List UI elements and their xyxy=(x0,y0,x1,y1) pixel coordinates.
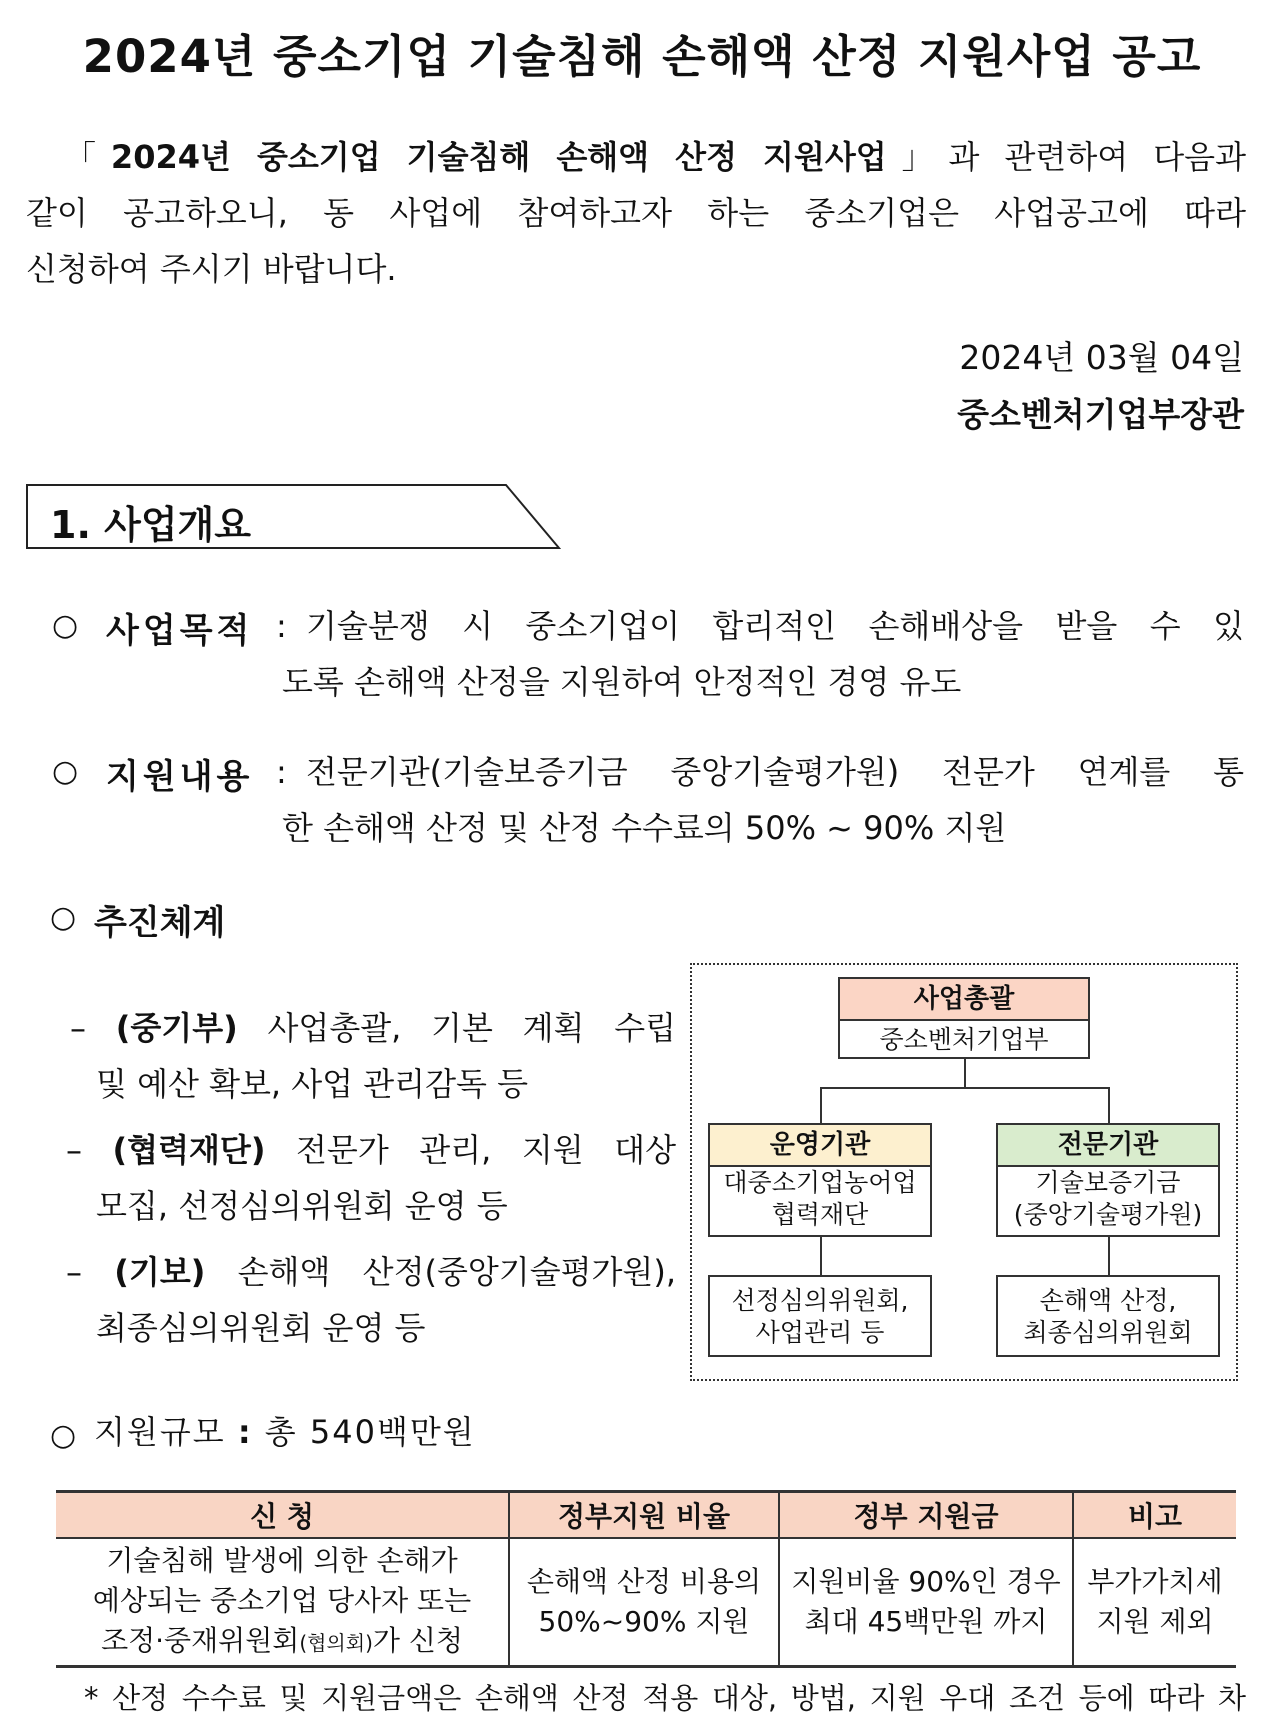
program-name: 2024년 중소기업 기술침해 손해액 산정 지원사업 xyxy=(110,138,887,176)
col-header-note: 비고 xyxy=(1073,1492,1236,1539)
org-connector xyxy=(1108,1235,1110,1277)
org-right-task-1: 손해액 산정, xyxy=(1039,1286,1177,1315)
purpose-line-1: 기술분쟁 시 중소기업이 합리적인 손해배상을 받을 수 있 xyxy=(306,607,1244,645)
bullet-icon: ○ xyxy=(52,608,79,643)
col-header-amount: 정부 지원금 xyxy=(779,1492,1073,1539)
issuer: 중소벤처기업부장관 xyxy=(957,395,1244,434)
org-left-head: 운영기관 xyxy=(710,1125,930,1167)
content-colon: : xyxy=(276,753,287,791)
system-label: 추진체계 xyxy=(94,903,226,943)
bullet-icon: ○ xyxy=(50,1418,77,1453)
intro-line-1: 「2024년 중소기업 기술침해 손해액 산정 지원사업」과 관련하여 다음과 xyxy=(64,138,1246,176)
content-line-2: 한 손해액 산정 및 산정 수수료의 50% ~ 90% 지원 xyxy=(282,809,1007,847)
org-top-body: 중소벤처기업부 xyxy=(879,1025,1049,1054)
cell-apply: 기술침해 발생에 의한 손해가 예상되는 중소기업 당사자 또는 조정·중재위원회(협의회)가 신청 xyxy=(56,1538,509,1667)
org-left-body-2: 협력재단 xyxy=(771,1200,869,1229)
content-line-1: 전문기관(기술보증기금 중앙기술평가원) 전문가 연계를 통 xyxy=(306,753,1244,791)
org-right-task-2: 최종심의위원회 xyxy=(1023,1318,1193,1347)
purpose-colon: : xyxy=(276,607,287,645)
org-right-body-1: 기술보증기금 xyxy=(1035,1168,1181,1197)
purpose-line-2: 도록 손해액 산정을 지원하여 안정적인 경영 유도 xyxy=(282,663,962,701)
section-title: 1. 사업개요 xyxy=(50,503,251,547)
announce-date: 2024년 03월 04일 xyxy=(959,338,1244,377)
scale-label: 지원규모 xyxy=(94,1413,226,1451)
table-header-row xyxy=(56,1492,1236,1539)
scale-line: 지원규모 : 총 540백만원 xyxy=(94,1413,476,1451)
funding-table xyxy=(56,1490,1236,1668)
org-left-task-1: 선정심의위원회, xyxy=(731,1286,909,1315)
org-connector xyxy=(1108,1087,1110,1125)
org-top-head: 사업총괄 xyxy=(840,979,1088,1021)
org-box-right xyxy=(996,1123,1220,1237)
system-item-1: – (중기부) 사업총괄, 기본 계획 수립 및 예산 확보, 사업 관리감독 등 xyxy=(70,1009,677,1103)
page-title: 2024년 중소기업 기술침해 손해액 산정 지원사업 공고 xyxy=(82,30,1202,83)
scale-value: 총 540백만원 xyxy=(264,1413,476,1451)
footnote: * 산정 수수료 및 지원금액은 손해액 산정 적용 대상, 방법, 지원 우대 조건 등에 따라 차 xyxy=(84,1681,1246,1715)
cell-amount: 지원비율 90%인 경우 최대 45백만원 까지 xyxy=(779,1538,1073,1667)
org-chart xyxy=(690,963,1238,1381)
cell-ratio: 손해액 산정 비용의 50%~90% 지원 xyxy=(509,1538,779,1667)
bullet-icon: ○ xyxy=(50,900,77,935)
col-header-ratio: 정부지원 비율 xyxy=(509,1492,779,1539)
org-box-left-task xyxy=(708,1275,932,1357)
org-left-body-1: 대중소기업농어업 xyxy=(723,1168,917,1197)
org-connector xyxy=(820,1235,822,1277)
org-box-top xyxy=(838,977,1090,1059)
org-box-left xyxy=(708,1123,932,1237)
table-row xyxy=(56,1538,1236,1667)
bullet-icon: ○ xyxy=(52,754,79,789)
purpose-label: 사업목적 xyxy=(106,611,254,651)
org-right-head: 전문기관 xyxy=(998,1125,1218,1167)
content-label: 지원내용 xyxy=(106,757,254,797)
intro-line-2: 같이 공고하오니, 동 사업에 참여하고자 하는 중소기업은 사업공고에 따라 xyxy=(26,194,1246,232)
col-header-apply: 신 청 xyxy=(56,1492,509,1539)
org-connector xyxy=(820,1087,1110,1089)
intro-line-3: 신청하여 주시기 바랍니다. xyxy=(26,250,397,288)
org-box-right-task xyxy=(996,1275,1220,1357)
org-connector xyxy=(820,1087,822,1125)
system-item-3: – (기보) 손해액 산정(중앙기술평가원), 최종심의위원회 운영 등 xyxy=(66,1253,677,1347)
org-right-body-2: (중앙기술평가원) xyxy=(1013,1200,1203,1229)
org-left-task-2: 사업관리 등 xyxy=(755,1318,885,1347)
cell-note: 부가가치세 지원 제외 xyxy=(1073,1538,1236,1667)
system-item-2: – (협력재단) 전문가 관리, 지원 대상 모집, 선정심의위원회 운영 등 xyxy=(66,1131,677,1225)
